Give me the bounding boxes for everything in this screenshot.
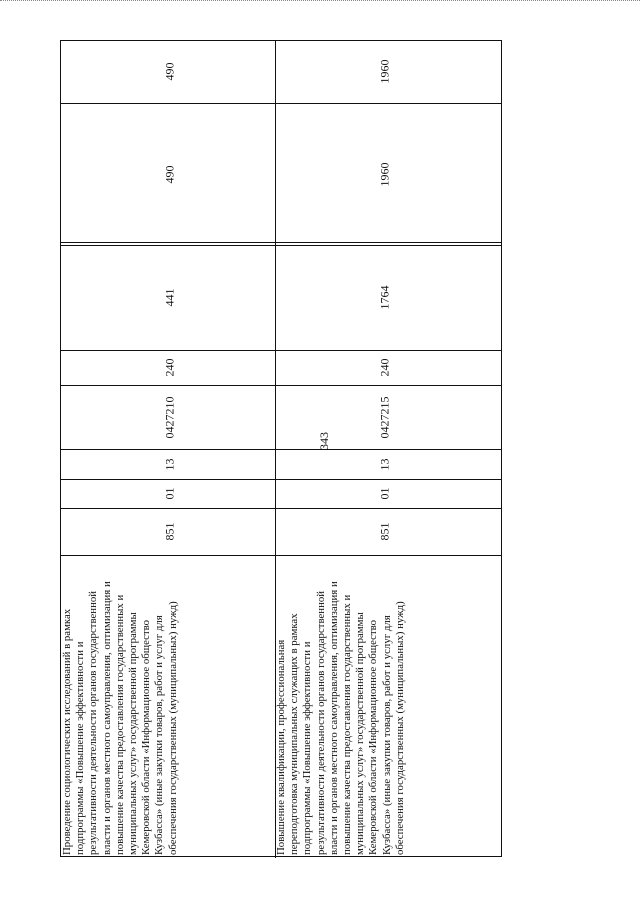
row2-expense-type: 240 [377,358,392,377]
row1-section: 01 [162,487,177,500]
grid-line-code [60,555,502,556]
grid-line-section [60,508,502,509]
row1-amount-3: 490 [162,62,177,81]
grid-line-expense [60,385,502,386]
row1-subsection: 13 [162,458,177,470]
row2-section: 01 [377,487,392,500]
row1-amount-1: 441 [162,288,177,307]
grid-line-amount1 [60,350,502,351]
row1-description: Проведение социологических исследований в рамках подпрограммы «Повышение эффективности и результативности деятельности органов государственной власти и органов местного самоуправления, оптимизация и повышение качества предоставления государственных и муниципальных услуг» государственной программы Кемеровской области «Информационное общество Кузбасса» (иные закупки товаров, работ и услуг для обеспечения государственных (муниципальных) нужд) [61,581,179,855]
row2-amount-2: 1960 [377,162,392,186]
row1-expense-type: 240 [162,358,177,377]
page-number: 343 [317,432,331,450]
grid-line-amount2 [60,245,502,246]
row2-amount-3: 1960 [377,59,392,84]
row2-amount-1: 1764 [377,285,392,310]
grid-line-subsection [60,479,502,480]
row2-target-code: 0427215 [377,396,392,438]
row2-code: 851 [377,522,392,541]
row2-description: Повышение квалификации, профессиональная переподготовка муниципальных служащих в рамках подпрограммы «Повышение эффективности и результативности деятельности органов государственной власти и органов местного самоуправления, оптимизация и повышение качества предоставления государственных и муниципальных услуг» государственной программы Кемеровской области «Информационное общество Кузбасса» (иные закупки товаров, работ и услуг для обеспечения государственных (муниципальных) нужд) [275,581,406,855]
row-divider [61,242,501,243]
row1-amount-2: 490 [162,165,177,183]
row1-code: 851 [162,522,177,541]
row1-target-code: 0427210 [162,396,177,438]
scan-top-edge [0,0,640,3]
row2-subsection: 13 [377,458,392,470]
grid-line-amount3 [60,103,502,104]
grid-line-target [60,449,502,450]
